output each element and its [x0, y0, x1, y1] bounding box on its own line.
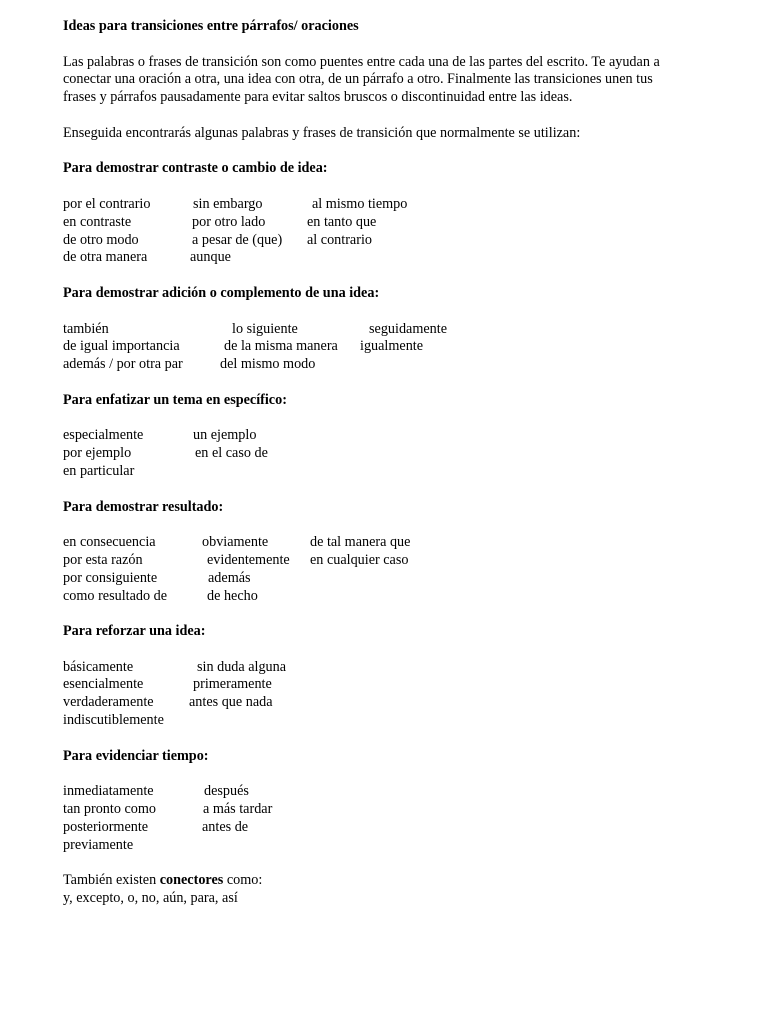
word-col-3: de tal manera que [310, 534, 411, 551]
word-row [63, 819, 713, 837]
word-col-1: previamente [63, 836, 134, 853]
section-heading: Para demostrar adición o complemento de una idea: [63, 284, 380, 301]
word-col-2: del mismo modo [220, 356, 316, 373]
word-col-2: evidentemente [207, 551, 290, 568]
word-row [63, 783, 713, 801]
document-title: Ideas para transiciones entre párrafos/ oraciones [63, 18, 359, 34]
word-row [63, 356, 713, 374]
word-col-2: antes que nada [189, 694, 273, 711]
word-col-1: básicamente [63, 658, 134, 675]
connectors-prefix: También existen [63, 872, 160, 889]
word-col-1: inmediatamente [63, 783, 154, 800]
word-col-3: seguidamente [369, 320, 448, 337]
connectors-suffix: como: [223, 872, 263, 889]
word-col-1: por el contrario [63, 195, 151, 212]
word-row [63, 712, 713, 730]
word-col-1: de igual importancia [63, 338, 180, 355]
word-col-1: tan pronto como [63, 801, 156, 818]
word-row [63, 427, 713, 445]
word-col-1: por esta razón [63, 551, 143, 568]
intro-line: conectar una oración a otra, una idea con otra, de un párrafo a otro. Finalmente las transiciones unen tus [63, 71, 653, 88]
word-col-2: en el caso de [195, 445, 268, 462]
section-heading: Para evidenciar tiempo: [63, 747, 209, 764]
word-col-1: en particular [63, 462, 135, 479]
word-col-1: por ejemplo [63, 445, 132, 462]
word-row [63, 445, 713, 463]
connectors-line [63, 872, 713, 890]
word-col-1: también [63, 320, 109, 337]
word-col-2: antes de [202, 818, 249, 835]
word-col-2: sin duda alguna [197, 658, 287, 675]
word-col-2: un ejemplo [193, 427, 257, 444]
word-row [63, 694, 713, 712]
word-row [63, 249, 713, 267]
document-page [63, 18, 713, 908]
word-row [63, 570, 713, 588]
word-col-3: igualmente [360, 338, 424, 355]
word-col-1: indiscutiblemente [63, 712, 164, 729]
word-col-1: en consecuencia [63, 534, 156, 551]
word-col-2: de hecho [207, 587, 258, 604]
word-col-2: sin embargo [193, 195, 263, 212]
word-col-1: esencialmente [63, 676, 144, 693]
word-col-1: especialmente [63, 427, 144, 444]
connectors-bold: conectores [159, 872, 224, 889]
section-heading: Para demostrar contraste o cambio de idea: [63, 160, 328, 177]
word-col-2: a pesar de (que) [192, 231, 283, 248]
word-col-1: en contraste [63, 213, 132, 230]
section-heading: Para demostrar resultado: [63, 498, 224, 515]
word-col-3: en tanto que [307, 213, 377, 230]
word-col-3: al mismo tiempo [312, 195, 408, 212]
word-col-1: verdaderamente [63, 694, 154, 711]
word-row [63, 801, 713, 819]
word-row [63, 338, 713, 356]
word-col-2: por otro lado [192, 213, 266, 230]
section-heading: Para reforzar una idea: [63, 623, 206, 640]
word-col-2: además [208, 569, 251, 586]
word-row [63, 534, 713, 552]
word-col-2: después [204, 783, 249, 800]
word-col-2: obviamente [202, 534, 269, 551]
connectors-list: y, excepto, o, no, aún, para, así [63, 890, 238, 907]
lead-sentence: Enseguida encontrarás algunas palabras y frases de transición que normalmente se utilizan: [63, 124, 581, 141]
word-col-2: lo siguiente [232, 320, 298, 337]
word-row [63, 837, 713, 855]
word-col-1: como resultado de [63, 587, 168, 604]
section-heading: Para enfatizar un tema en específico: [63, 391, 287, 408]
word-row [63, 463, 713, 481]
word-row [63, 214, 713, 232]
word-row [63, 321, 713, 339]
word-row [63, 676, 713, 694]
word-col-3: en cualquier caso [310, 551, 409, 568]
word-col-2: de la misma manera [224, 338, 338, 355]
word-col-1: de otro modo [63, 231, 139, 248]
word-col-1: de otra manera [63, 249, 148, 266]
word-row [63, 659, 713, 677]
intro-line: Las palabras o frases de transición son como puentes entre cada una de las partes del escrito. Te ayudan a [63, 53, 660, 70]
word-col-2: primeramente [193, 676, 272, 693]
word-col-1: posteriormente [63, 818, 149, 835]
word-row [63, 196, 713, 214]
word-col-1: además / por otra par [63, 356, 183, 373]
word-row [63, 232, 713, 250]
word-col-2: aunque [190, 249, 231, 266]
word-col-2: a más tardar [203, 801, 273, 818]
word-row [63, 588, 713, 606]
word-col-3: al contrario [307, 231, 372, 248]
word-col-1: por consiguiente [63, 569, 158, 586]
intro-line: frases y párrafos pausadamente para evitar saltos bruscos o discontinuidad entre las ideas. [63, 89, 573, 106]
word-row [63, 552, 713, 570]
